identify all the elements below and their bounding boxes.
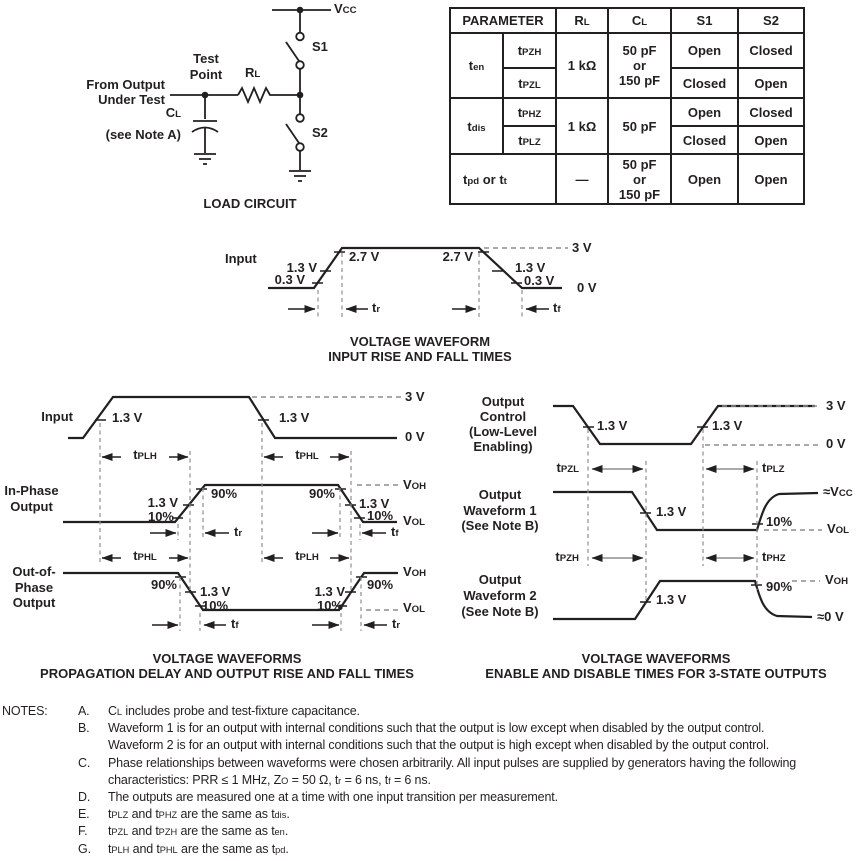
level-0v3: 0.3 V bbox=[274, 272, 305, 287]
note-item-e bbox=[78, 806, 854, 823]
note-letter: B. bbox=[78, 721, 90, 736]
resistor-symbol bbox=[170, 88, 300, 102]
tplh-label: $t_{PLH}$ bbox=[295, 548, 319, 563]
tf-label: $t_f$ bbox=[553, 300, 561, 315]
approx-0v-label: ≈0 V bbox=[817, 609, 844, 624]
vol-label: $V_{OL}$ bbox=[827, 521, 850, 536]
output-control-label: Output Control (Low-Level Enabling) bbox=[469, 394, 537, 454]
tphl-label: $t_{PHL}$ bbox=[133, 548, 157, 563]
prop-delay-subtitle: PROPAGATION DELAY AND OUTPUT RISE AND FALL TIMES bbox=[40, 666, 414, 681]
cell-tdis: $t_{dis}$ bbox=[450, 98, 503, 154]
level-1v3: 1.3 V bbox=[712, 418, 743, 433]
cell-rl-dash: — bbox=[556, 154, 608, 204]
tr-label: $t_r$ bbox=[234, 524, 243, 539]
note-text: $t_{PLZ}$ and $t_{PHZ}$ are the same as $t_{dis}$. bbox=[108, 807, 290, 822]
cell-s1-closed-2: Closed bbox=[671, 126, 738, 154]
cell-cl-50-150: 50 pF or 150 pF bbox=[608, 33, 671, 98]
cell-tplz: $t_{PLZ}$ bbox=[503, 126, 556, 154]
s2-switch-blade bbox=[286, 124, 299, 143]
input-rf-subtitle: INPUT RISE AND FALL TIMES bbox=[328, 349, 512, 364]
note-item-c bbox=[78, 755, 854, 789]
level-1v3: 1.3 V bbox=[200, 584, 231, 599]
tr-label: $t_r$ bbox=[392, 616, 401, 631]
level-0v: 0 V bbox=[405, 429, 425, 444]
cell-s1-open: Open bbox=[671, 33, 738, 68]
level-1v3: 1.3 V bbox=[656, 592, 687, 607]
cell-tpzh: $t_{PZH}$ bbox=[503, 33, 556, 68]
input-label: Input bbox=[225, 251, 257, 266]
level-0v: 0 V bbox=[577, 280, 597, 295]
tpzh-label: $t_{PZH}$ bbox=[555, 549, 579, 564]
col-header-parameter: PARAMETER bbox=[450, 8, 556, 33]
level-3v: 3 V bbox=[572, 240, 592, 255]
level-3v: 3 V bbox=[826, 398, 846, 413]
level-1v3: 1.3 V bbox=[359, 496, 390, 511]
cell-rl-1k-2: 1 kΩ bbox=[556, 98, 608, 154]
note-text: $t_{PZL}$ and $t_{PZH}$ are the same as $t_{en}$. bbox=[108, 824, 289, 839]
level-1v3: 1.3 V bbox=[656, 504, 687, 519]
voh-label: $V_{OH}$ bbox=[825, 572, 849, 587]
cell-ten: $t_{en}$ bbox=[450, 33, 503, 98]
level-1v3: 1.3 V bbox=[112, 410, 143, 425]
input-rf-title: VOLTAGE WAVEFORM bbox=[349, 334, 491, 349]
tphz-label: $t_{PHZ}$ bbox=[762, 549, 786, 564]
col-header-cl: $C_L$ bbox=[608, 8, 671, 33]
tf-label: $t_f$ bbox=[231, 616, 239, 631]
level-1v3: 1.3 V bbox=[314, 584, 345, 599]
level-2v7: 2.7 V bbox=[349, 249, 380, 264]
cell-tphz: $t_{PHZ}$ bbox=[503, 98, 556, 126]
note-letter: F. bbox=[78, 824, 88, 839]
vcc-label: $V_{CC}$ bbox=[334, 1, 357, 16]
note-item-d bbox=[78, 789, 854, 806]
cell-tpd: $t_{pd}$ or $t_t$ bbox=[450, 154, 556, 204]
note-letter: E. bbox=[78, 807, 90, 822]
level-0v3: 0.3 V bbox=[524, 273, 555, 288]
voh-label: $V_{OH}$ bbox=[403, 477, 427, 492]
voh-label: $V_{OH}$ bbox=[403, 564, 427, 579]
ground-symbol bbox=[194, 154, 216, 164]
note-letter: D. bbox=[78, 790, 91, 805]
notes-section bbox=[0, 703, 854, 858]
enable-disable-subtitle: ENABLE AND DISABLE TIMES FOR 3-STATE OUTPUTS bbox=[485, 666, 827, 681]
cell-cl-50-150-2: 50 pF or 150 pF bbox=[608, 154, 671, 204]
level-2v7: 2.7 V bbox=[442, 249, 473, 264]
col-header-s2: S2 bbox=[738, 8, 804, 33]
prop-delay-drawing bbox=[63, 397, 401, 631]
level-10pct: 10% bbox=[316, 598, 343, 613]
note-letter: G. bbox=[78, 841, 91, 856]
level-10pct: 10% bbox=[766, 514, 793, 529]
s1-label: S1 bbox=[312, 39, 328, 54]
in-phase-output-label: In-Phase Output bbox=[4, 483, 59, 514]
level-10pct: 10% bbox=[202, 598, 229, 613]
ground-symbol-2 bbox=[289, 171, 311, 181]
vol-label: $V_{OL}$ bbox=[403, 513, 426, 528]
tf-label: $t_f$ bbox=[391, 524, 399, 539]
col-header-rl: $R_L$ bbox=[556, 8, 608, 33]
table-row bbox=[450, 98, 804, 126]
note-text: $C_L$ includes probe and test-fixture capacitance. bbox=[108, 704, 360, 718]
level-90pct: 90% bbox=[150, 577, 177, 592]
output-waveform2-label: Output Waveform 2 (See Note B) bbox=[461, 572, 539, 619]
cell-s2-open-3: Open bbox=[738, 154, 804, 204]
cell-s2-open: Open bbox=[738, 68, 804, 98]
level-3v: 3 V bbox=[405, 389, 425, 404]
note-text: The outputs are measured one at a time with one input transition per measurement. bbox=[108, 790, 558, 805]
tpzl-label: $t_{PZL}$ bbox=[556, 460, 579, 475]
cell-s2-open-2: Open bbox=[738, 126, 804, 154]
table-header-row bbox=[450, 8, 804, 33]
table-row bbox=[450, 154, 804, 204]
note-letter: A. bbox=[78, 704, 90, 718]
approx-vcc-label: $\approx V_{CC}$ bbox=[823, 484, 853, 499]
level-1v3: 1.3 V bbox=[286, 260, 317, 275]
level-90pct: 90% bbox=[211, 486, 238, 501]
output-waveform1-label: Output Waveform 1 (See Note B) bbox=[461, 487, 539, 533]
from-output-label: From Output Under Test bbox=[86, 77, 165, 107]
input-rf-drawing bbox=[268, 248, 568, 317]
cell-s2-closed-2: Closed bbox=[738, 98, 804, 126]
load-circuit-title: LOAD CIRCUIT bbox=[203, 196, 297, 211]
input-label: Input bbox=[41, 409, 73, 424]
cell-tpzl: $t_{PZL}$ bbox=[503, 68, 556, 98]
note-text: Waveform 1 is for an output with internal conditions such that the output is low except when disabled by the output control. Waveform 2 is for an output with internal conditions such that the output is high except when disabled by the output control. bbox=[108, 721, 770, 753]
load-circuit-drawing bbox=[170, 7, 331, 181]
enable-disable-title: VOLTAGE WAVEFORMS bbox=[581, 651, 731, 666]
test-point-label: Test Point bbox=[189, 51, 223, 82]
s2-label: S2 bbox=[312, 125, 328, 140]
parameter-table bbox=[449, 7, 805, 205]
note-item-b bbox=[78, 720, 854, 754]
level-0v: 0 V bbox=[826, 436, 846, 451]
level-90pct: 90% bbox=[308, 486, 335, 501]
note-item-a bbox=[78, 703, 854, 720]
rl-label: $R_L$ bbox=[245, 65, 261, 80]
s1-switch-blade bbox=[286, 42, 299, 61]
col-header-s1: S1 bbox=[671, 8, 738, 33]
level-1v3: 1.3 V bbox=[515, 260, 546, 275]
tphl-label: $t_{PHL}$ bbox=[295, 447, 319, 462]
cell-s1-open-2: Open bbox=[671, 98, 738, 126]
note-text: $t_{PLH}$ and $t_{PHL}$ are the same as $t_{pd}$. bbox=[108, 841, 289, 856]
level-1v3: 1.3 V bbox=[279, 410, 310, 425]
vol-label: $V_{OL}$ bbox=[403, 600, 426, 615]
level-1v3: 1.3 V bbox=[597, 418, 628, 433]
notes-heading: NOTES: bbox=[2, 704, 48, 718]
level-10pct: 10% bbox=[367, 508, 394, 523]
cell-s1-closed: Closed bbox=[671, 68, 738, 98]
note-item-f bbox=[78, 823, 854, 840]
level-10pct: 10% bbox=[147, 509, 174, 524]
level-90pct: 90% bbox=[766, 579, 793, 594]
cl-note-label: (see Note A) bbox=[105, 127, 181, 142]
prop-delay-title: VOLTAGE WAVEFORMS bbox=[152, 651, 302, 666]
tplz-label: $t_{PLZ}$ bbox=[762, 460, 785, 475]
note-letter: C. bbox=[78, 755, 91, 770]
cell-cl-50: 50 pF bbox=[608, 98, 671, 154]
cell-s1-open-3: Open bbox=[671, 154, 738, 204]
level-90pct: 90% bbox=[367, 577, 394, 592]
tplh-label: $t_{PLH}$ bbox=[133, 447, 157, 462]
out-of-phase-output-label: Out-of- Phase Output bbox=[12, 564, 56, 610]
cl-label: $C_L$ bbox=[165, 105, 181, 120]
note-item-g bbox=[78, 841, 854, 858]
table-row bbox=[450, 33, 804, 68]
cell-rl-1k: 1 kΩ bbox=[556, 33, 608, 98]
tr-label: $t_r$ bbox=[372, 300, 381, 315]
level-1v3: 1.3 V bbox=[147, 495, 178, 510]
note-text: Phase relationships between waveforms were chosen arbitrarily. All input pulses are supplied by generators having the following characteristics: PRR ≤ 1 MHz, $Z_O = 50$ Ω, $t_r = 6$ ns, $t_f = 6$ ns. bbox=[108, 755, 797, 787]
cell-s2-closed: Closed bbox=[738, 33, 804, 68]
